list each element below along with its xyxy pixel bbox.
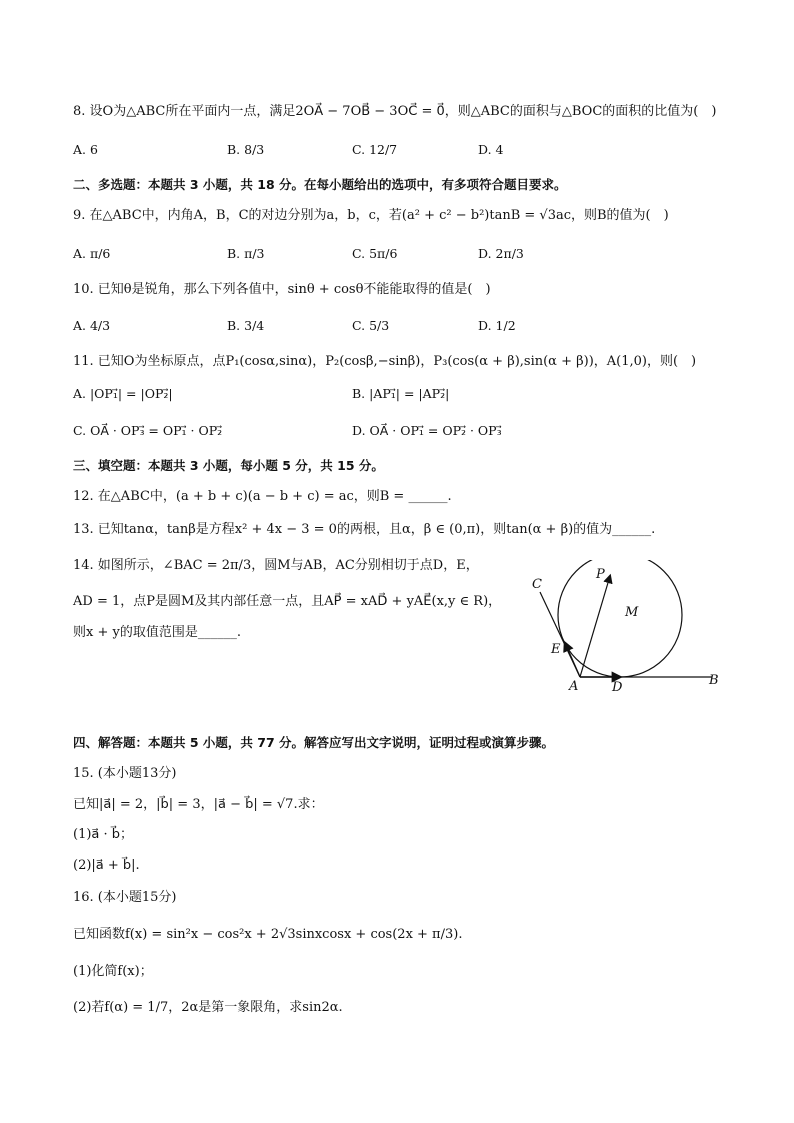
q11-option-d: D. OA⃗ · OP₁⃗ = OP₂⃗ · OP₃⃗ (352, 423, 502, 438)
q12-stem: 12. 在△ABC中，(a + b + c)(a − b + c) = ac，则B = ______. (73, 489, 452, 504)
q11-stem: 11. 已知O为坐标原点，点P₁(cosα,sinα)，P₂(cosβ,−sinβ)，P₃(cos(α + β),sin(α + β))，A(1,0)，则( ) (73, 354, 697, 369)
q10-option-a: A. 4/3 (73, 318, 111, 333)
q16-title: 16. (本小题15分) (73, 890, 177, 905)
vector-ap (580, 576, 610, 677)
label-e: E (551, 642, 561, 657)
q10-stem: 10. 已知θ是锐角，那么下列各值中，sinθ + cosθ不能能取得的值是( ) (73, 282, 491, 297)
q9-stem: 9. 在△ABC中，内角A，B，C的对边分别为a，b，c，若(a² + c² − b²)tanB = √3ac，则B的值为( ) (73, 208, 669, 223)
section-answer-heading: 四、解答题：本题共 5 小题，共 77 分。解答应写出文字说明，证明过程或演算步骤。 (73, 735, 555, 750)
q10-option-b: B. 3/4 (227, 318, 265, 333)
label-d: D (612, 680, 623, 695)
label-p: P (596, 567, 605, 582)
q14-line3: 则x + y的取值范围是______. (73, 625, 241, 640)
q16-given: 已知函数f(x) = sin²x − cos²x + 2√3sinxcosx + cos(2x + π/3). (73, 927, 463, 942)
q10-option-d: D. 1/2 (478, 318, 516, 333)
circle-m (558, 560, 682, 677)
q15-part-2: (2)|a⃗ + b⃗|. (73, 858, 140, 873)
q14-figure (520, 560, 740, 700)
q11-option-b: B. |AP₁⃗| = |AP₂⃗| (352, 386, 450, 401)
q9-option-a: A. π/6 (73, 246, 111, 261)
q11-option-c: C. OA⃗ · OP₃⃗ = OP₁⃗ · OP₂⃗ (73, 423, 223, 438)
q10-option-c: C. 5/3 (352, 318, 390, 333)
q11-option-a: A. |OP₁⃗| = |OP₂⃗| (73, 386, 173, 401)
q8-option-d: D. 4 (478, 142, 504, 157)
q8-option-c: C. 12/7 (352, 142, 398, 157)
q8-stem: 8. 设O为△ABC所在平面内一点，满足2OA⃗ − 7OB⃗ − 3OC⃗ = 0⃗，则△ABC的面积与△BOC的面积的比值为( ) (73, 104, 717, 119)
q15-part-1: (1)a⃗ · b⃗； (73, 827, 134, 842)
q9-option-c: C. 5π/6 (352, 246, 398, 261)
q14-line2: AD = 1，点P是圆M及其内部任意一点，且AP⃗ = xAD⃗ + yAE⃗(x,y ∈ R)， (73, 594, 502, 609)
q16-part-2: (2)若f(α) = 1/7，2α是第一象限角，求sin2α. (73, 1000, 343, 1015)
q8-option-b: B. 8/3 (227, 142, 265, 157)
section-multi-choice-heading: 二、多选题：本题共 3 小题，共 18 分。在每小题给出的选项中，有多项符合题目要求。 (73, 177, 567, 192)
label-b: B (709, 673, 719, 688)
label-m: M (625, 605, 639, 620)
q16-part-1: (1)化简f(x)； (73, 964, 153, 979)
q9-option-b: B. π/3 (227, 246, 265, 261)
q15-title: 15. (本小题13分) (73, 766, 177, 781)
label-a: A (569, 679, 579, 694)
section-fill-blank-heading: 三、填空题：本题共 3 小题，每小题 5 分，共 15 分。 (73, 458, 384, 473)
label-c: C (532, 577, 542, 592)
q8-option-a: A. 6 (73, 142, 98, 157)
q15-given: 已知|a⃗| = 2，|b⃗| = 3，|a⃗ − b⃗| = √7.求： (73, 797, 324, 812)
q9-option-d: D. 2π/3 (478, 246, 524, 261)
q14-line1: 14. 如图所示，∠BAC = 2π/3，圆M与AB，AC分别相切于点D，E， (73, 558, 479, 573)
q13-stem: 13. 已知tanα，tanβ是方程x² + 4x − 3 = 0的两根，且α，β ∈ (0,π)，则tan(α + β)的值为______. (73, 522, 656, 537)
